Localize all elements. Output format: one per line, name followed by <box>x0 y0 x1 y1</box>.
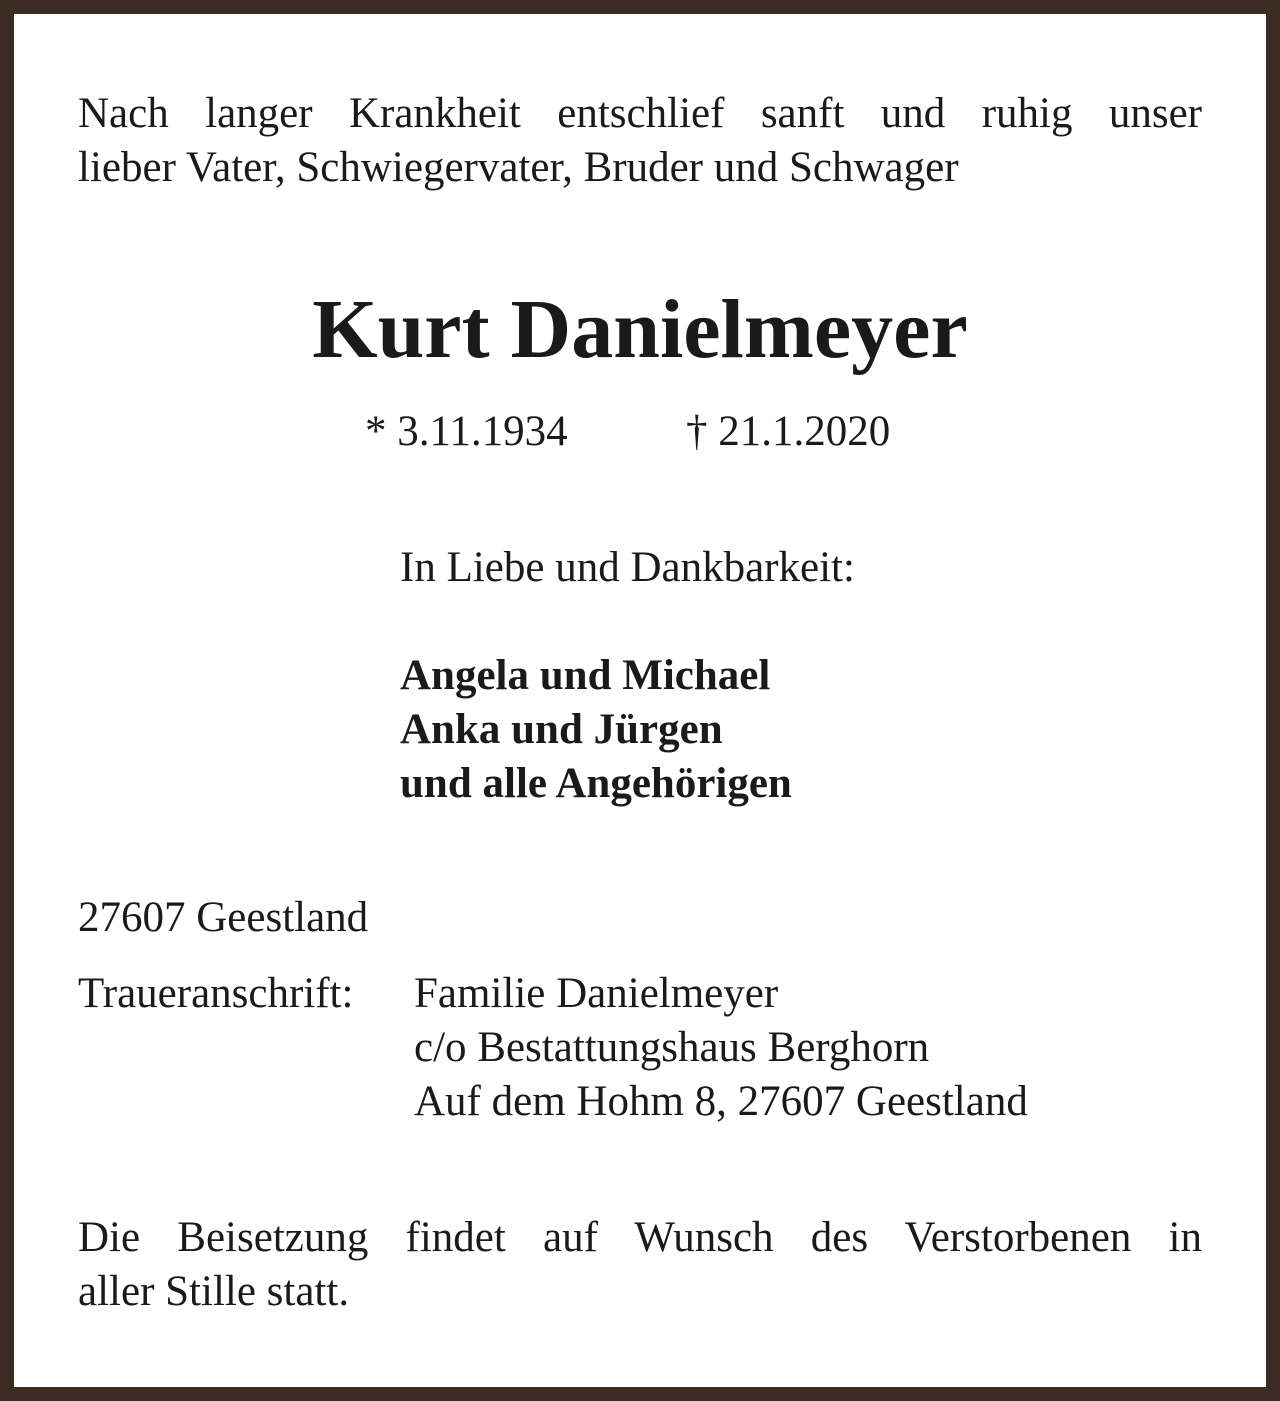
mourners-heading: In Liebe und Dankbarkeit: <box>400 544 855 591</box>
mourning-address-line: c/o Bestattungshaus Berghorn <box>414 1024 930 1071</box>
mourner-name: und alle Angehörigen <box>400 760 792 807</box>
funeral-note-line-1: Die Beisetzung findet auf Wunsch des Verstorbenen in <box>78 1214 1202 1261</box>
mourning-address-line: Auf dem Hohm 8, 27607 Geestland <box>414 1078 1028 1125</box>
intro-line-1: Nach langer Krankheit entschlief sanft und ruhig unser <box>78 90 1202 137</box>
intro-line-2: lieber Vater, Schwiegervater, Bruder und Schwager <box>78 144 959 191</box>
mourner-name: Anka und Jürgen <box>400 706 723 753</box>
mourning-address-line: Familie Danielmeyer <box>414 970 779 1017</box>
location: 27607 Geestland <box>78 894 369 941</box>
deceased-name: Kurt Danielmeyer <box>312 283 968 376</box>
death-date: † 21.1.2020 <box>686 408 891 455</box>
mourning-address-label: Traueranschrift: <box>78 970 354 1017</box>
funeral-note-line-2: aller Stille statt. <box>78 1268 350 1315</box>
mourner-name: Angela und Michael <box>400 652 771 699</box>
birth-date: * 3.11.1934 <box>365 408 568 455</box>
